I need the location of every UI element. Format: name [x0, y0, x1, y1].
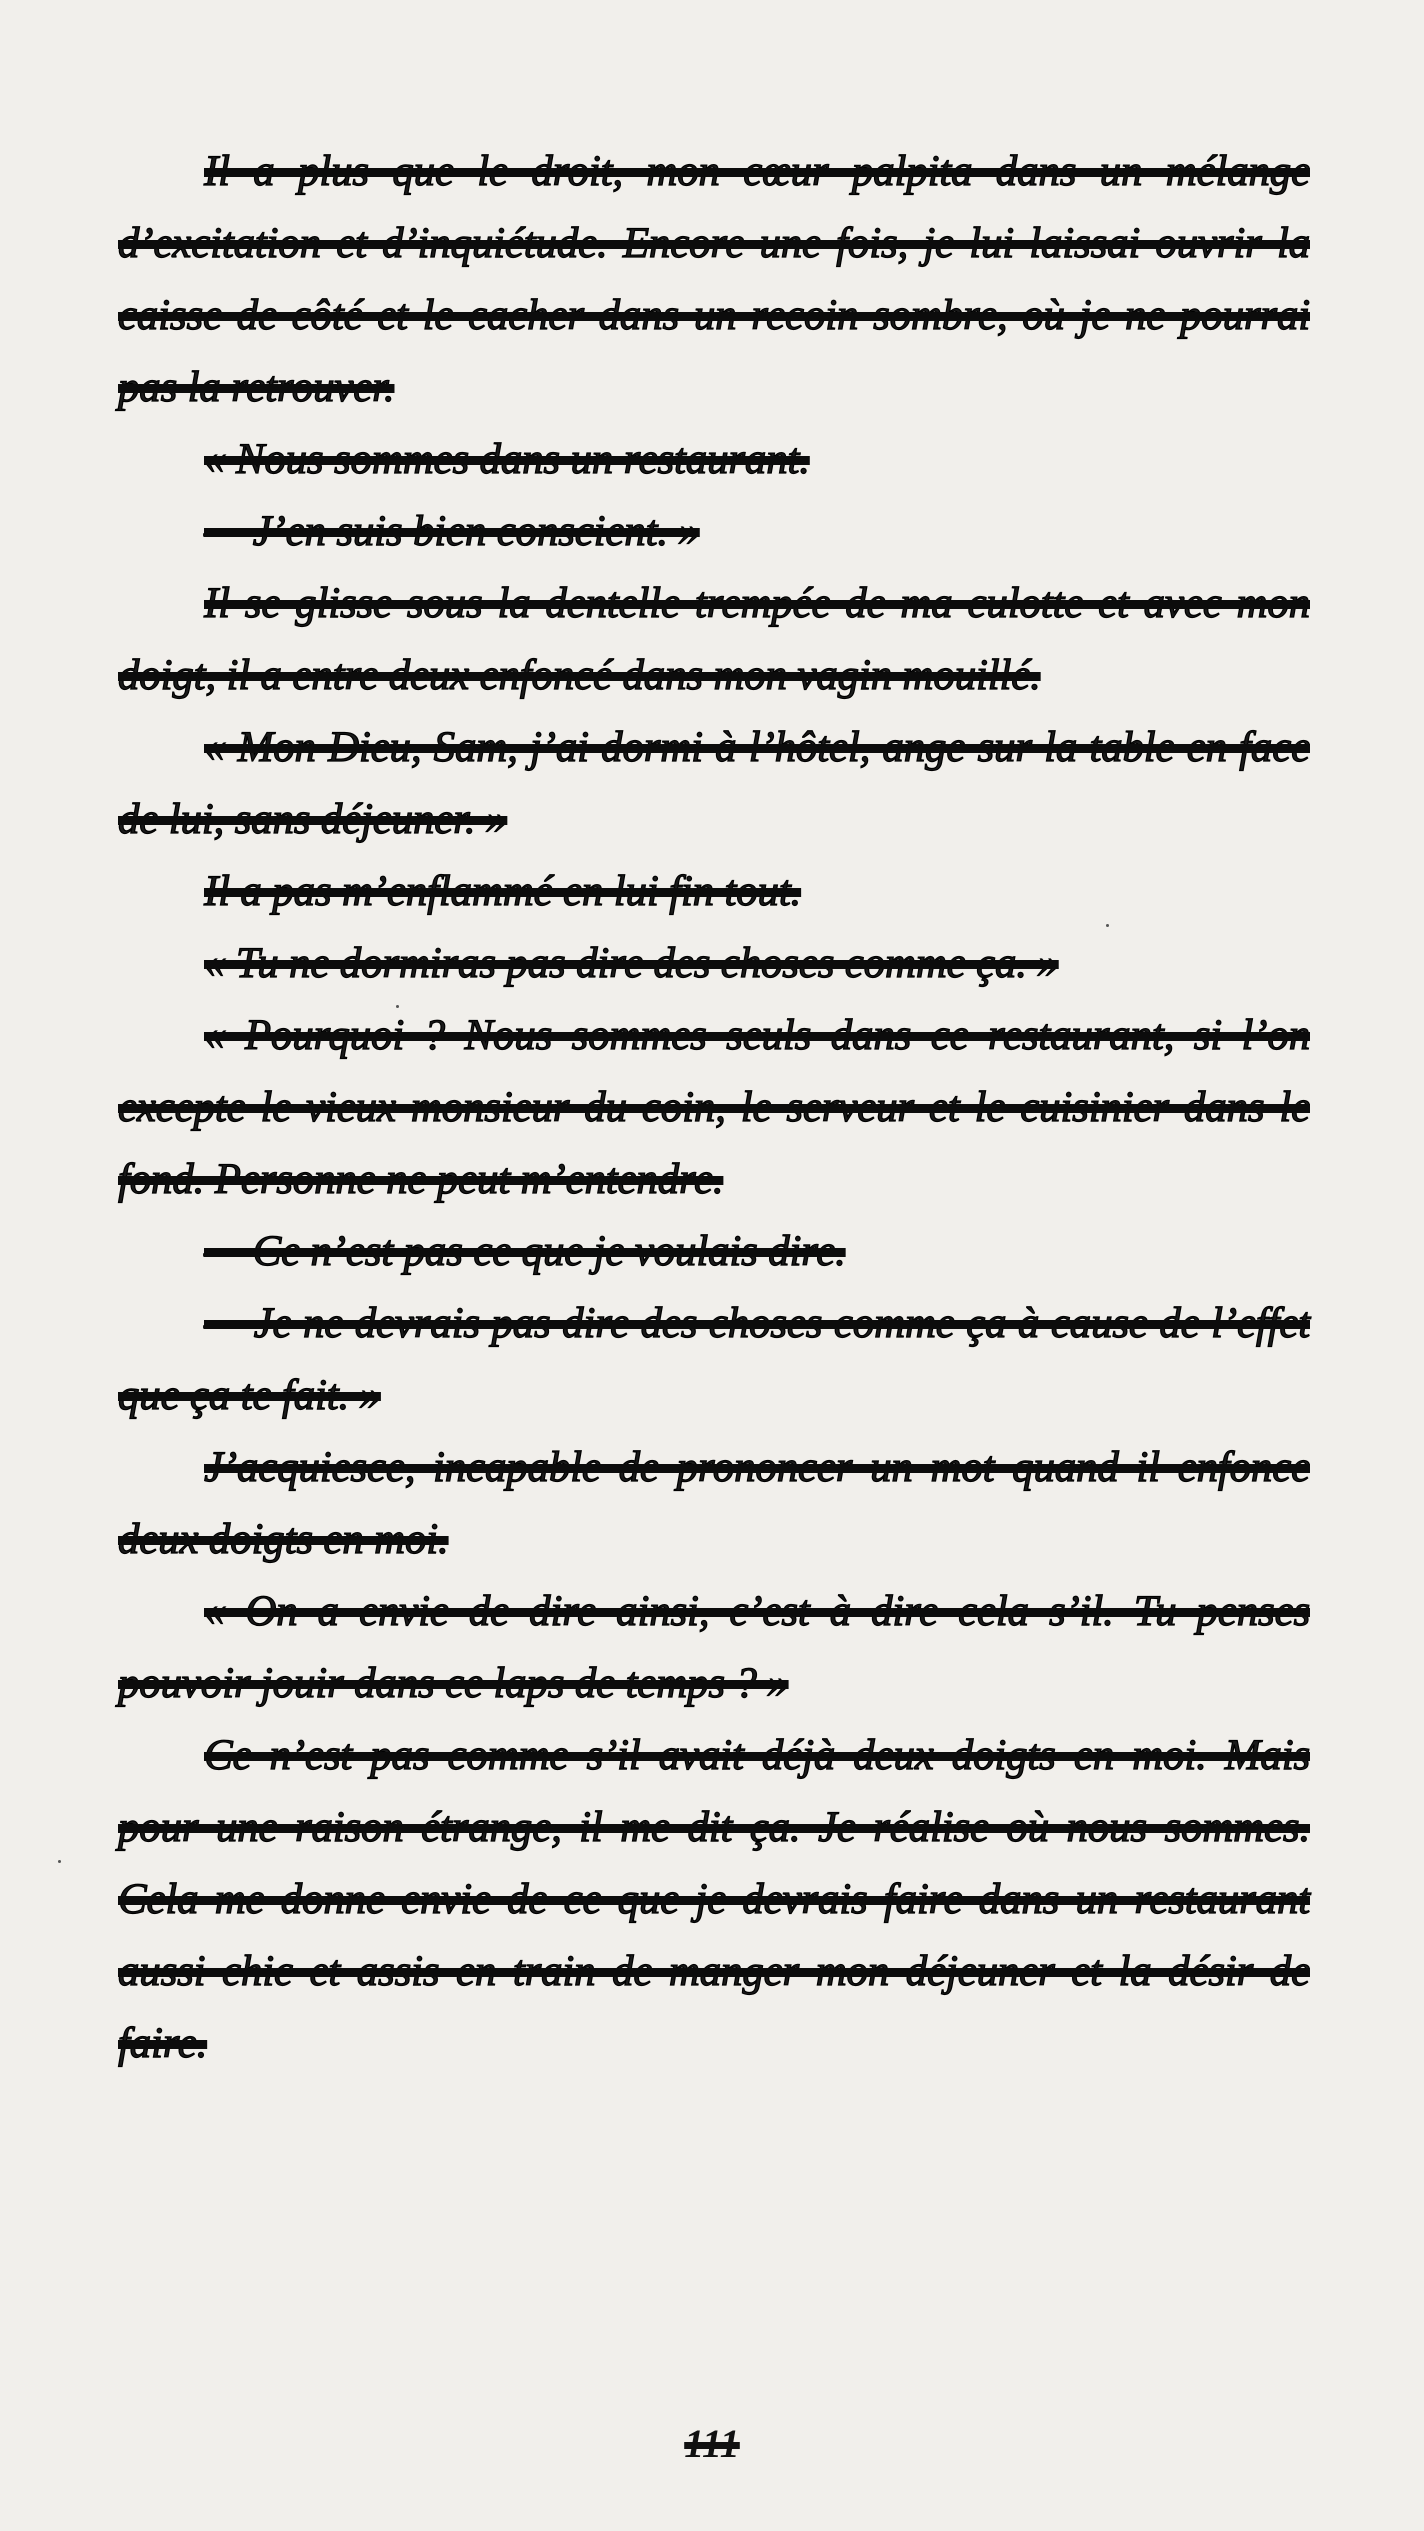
struck-through-text: « On a envie de dire ainsi, c’est à dire cela s’il. Tu penses pouvoir jouir dans ce laps de temps ? »: [118, 1588, 1310, 1707]
struck-through-text: Il se glisse sous la dentelle trempée de ma culotte et avec mon doigt, il a entre deux enfoncé dans mon vagin mouillé.: [118, 580, 1310, 699]
paragraph: [118, 568, 1310, 712]
paragraph: [118, 1432, 1310, 1576]
paragraph: [118, 856, 1310, 928]
struck-through-text: — J’en suis bien conscient. »: [204, 508, 700, 555]
ink-speck: [58, 1860, 61, 1863]
paragraph: [118, 1216, 1310, 1288]
struck-through-text: « Pourquoi ? Nous sommes seuls dans ce restaurant, si l’on excepte le vieux monsieur du coin, le serveur et le cuisinier dans le fond. Personne ne peut m’entendre.: [118, 1012, 1310, 1203]
paragraph: [118, 1576, 1310, 1720]
struck-through-text: « Nous sommes dans un restaurant.: [204, 436, 810, 483]
paragraph: [118, 1000, 1310, 1216]
page-number: 111: [684, 2421, 740, 2466]
paragraph: [118, 712, 1310, 856]
paragraph: [118, 1288, 1310, 1432]
struck-through-text: Il a pas m’enflammé en lui fin tout.: [204, 868, 802, 915]
struck-through-text: J’acquiesce, incapable de prononcer un mot quand il enfonce deux doigts en moi.: [118, 1444, 1310, 1563]
page-body-text: [118, 136, 1310, 2080]
ink-speck: [1106, 924, 1109, 927]
struck-through-text: Ce n’est pas comme s’il avait déjà deux doigts en moi. Mais pour une raison étrange, il me dit ça. Je réalise où nous sommes. Cela me donne envie de ce que je devrais faire dans un restaurant aussi chic et assis en train de manger mon déjeuner et la désir de faire.: [118, 1732, 1310, 2067]
ink-speck: [396, 1005, 399, 1008]
struck-through-text: « Mon Dieu, Sam, j’ai dormi à l’hôtel, ange sur la table en face de lui, sans déjeuner. »: [118, 724, 1310, 843]
paragraph: [118, 928, 1310, 1000]
struck-through-text: — Ce n’est pas ce que je voulais dire.: [204, 1228, 846, 1275]
paragraph: [118, 136, 1310, 424]
paragraph: [118, 424, 1310, 496]
paragraph: [118, 1720, 1310, 2080]
struck-through-text: « Tu ne dormiras pas dire des choses comme ça. »: [204, 940, 1059, 987]
struck-through-text: Il a plus que le droit, mon cœur palpita dans un mélange d’excitation et d’inquiétude. Encore une fois, je lui laissai ouvrir la caisse de côté et le cacher dans un recoin sombre, où je ne pourrai pas la retrouver.: [118, 148, 1310, 411]
paragraph: [118, 496, 1310, 568]
struck-through-text: — Je ne devrais pas dire des choses comme ça à cause de l’effet que ça te fait. »: [118, 1300, 1310, 1419]
